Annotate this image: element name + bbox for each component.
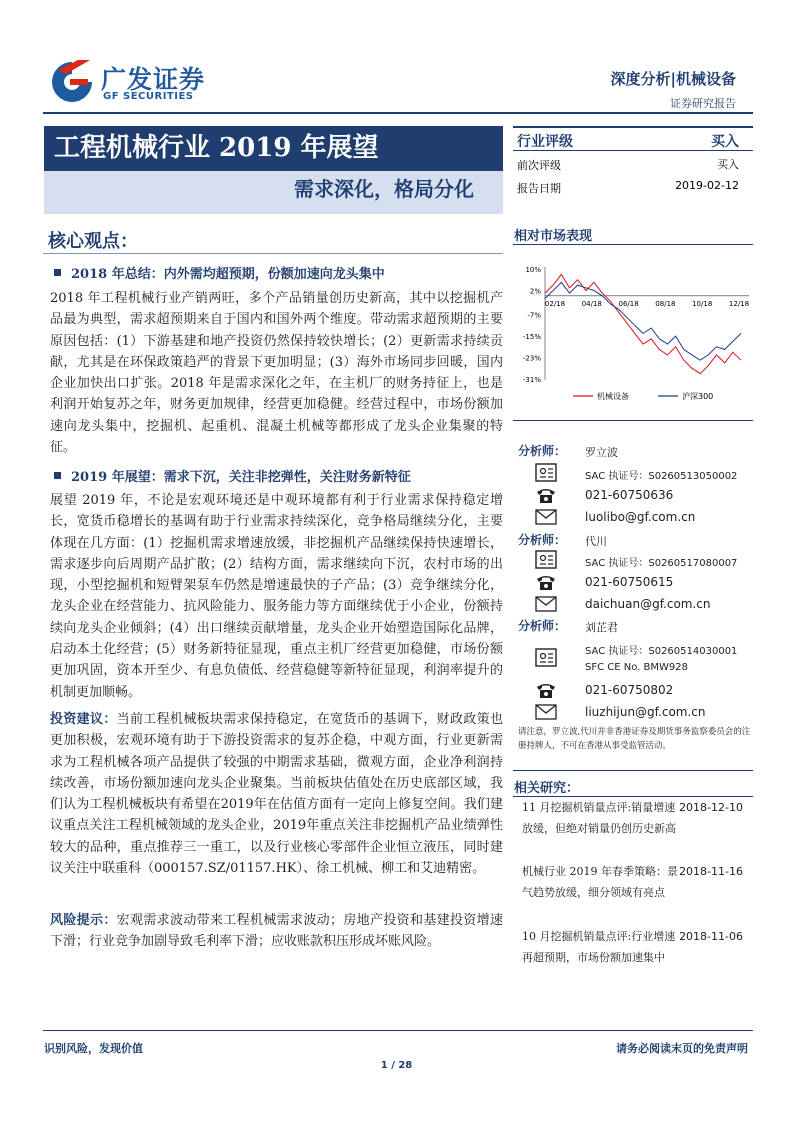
core-views-divider xyxy=(43,253,503,254)
series-line-index xyxy=(545,282,741,360)
investment-label: 投资建议： xyxy=(50,712,117,727)
email-icon xyxy=(533,701,559,723)
analyst-email-row xyxy=(533,506,753,528)
bullet-icon xyxy=(54,472,61,479)
legend-label-sector: 机械设备 xyxy=(597,392,629,401)
x-tick-label: 02/18 xyxy=(544,299,566,308)
rating-box xyxy=(513,126,753,197)
analyst-sac-row xyxy=(533,462,753,484)
rating-row-label: 报告日期 xyxy=(517,182,561,195)
header-divider xyxy=(43,112,753,114)
page-subtitle: 需求深化，格局分化 xyxy=(294,177,474,201)
x-tick-label: 08/18 xyxy=(655,299,676,308)
rating-value: 买入 xyxy=(711,134,739,150)
related-item-title[interactable]: 机械行业 2019 年春季策略：景气趋势放缓，细分领域有亮点 xyxy=(522,865,678,900)
brand-name-cn: 广发证券 xyxy=(101,65,206,94)
analyst-name: 代川 xyxy=(585,535,607,548)
related-item-title[interactable]: 11 月挖掘机销量点评:销量增速放缓，但绝对销量仍创历史新高 xyxy=(522,801,676,836)
bullet-2018-summary xyxy=(54,263,385,282)
y-tick-label: 2% xyxy=(529,287,541,296)
rating-row-previous xyxy=(513,151,753,174)
page-title: 工程机械行业 2019 年展望 xyxy=(44,126,503,171)
y-tick-label: 10% xyxy=(525,266,541,274)
investment-text: 当前工程机械板块需求保持稳定，在宽货币的基调下，财政政策也更加积极，宏观环境有助于下游投资需求的复苏企稳，中观方面，行业更新需求为工程机械各项产品提供了较强的中期需求基础，微观方面，企业净利润持续改善，市场份额加速向龙头企业聚集。当前板块估值处在历史底部区域，我们认为工程机械板块有希望在2019年在估值方面有一定向上修复空间。我们建议重点关注工程机械领域的龙头企业，2019年重点关注非挖掘机产品业绩弹性较大的品种，重点推荐三一重工，以及行业核心零部件企业恒立液压，同时建议关注中联重科（000157.SZ/01157.HK）、徐工机械、柳工和艾迪精密。 xyxy=(50,712,503,877)
chart-bottom-divider xyxy=(513,420,753,421)
y-tick-label: -31% xyxy=(522,376,541,384)
rating-row-label: 前次评级 xyxy=(517,159,561,172)
y-tick-label: -7% xyxy=(527,311,541,320)
legend-label-index: 沪深300 xyxy=(682,392,714,401)
analyst-note: 请注意，罗立波,代川并非香港证券及期货事务监察委员会的注册持牌人，不可在香港从事受监管活动。 xyxy=(518,727,751,751)
x-tick-label: 06/18 xyxy=(618,299,639,308)
analyst-phone-row xyxy=(533,484,753,506)
risk-label: 风险提示： xyxy=(50,913,117,928)
analyst-sac: SAC 执证号：S0260513050002 xyxy=(585,471,738,482)
related-top-divider xyxy=(513,770,753,771)
x-tick-label: 10/18 xyxy=(692,299,713,308)
related-item-title[interactable]: 10 月挖掘机销量点评:行业增速再超预期，市场份额加速集中 xyxy=(522,930,676,965)
market-title: 相对市场表现 xyxy=(514,229,593,244)
bullet-icon xyxy=(54,269,61,276)
analyst-sac: SAC 执证号：S0260514030001 xyxy=(585,646,738,657)
analyst-sac-row xyxy=(533,637,753,659)
analyst-email[interactable]: daichuan@gf.com.cn xyxy=(585,597,711,611)
x-tick-label: 04/18 xyxy=(581,299,602,308)
paragraph-2018-summary: 2018 年工程机械行业产销两旺，多个产品销量创历史新高，其中以挖掘机产品最为典型，需求超预期来自于国内和国外两个维度。带动需求超预期的主要原因包括：(1）下游基建和地产投资仍然保持较快增长；(2）更新需求持续贡献，尤其是在环保政策趋严的背景下更加明显；(3）海外市场同步回暖，国内企业加快出口扩张。2018 年是需求深化之年，在主机厂的财务持征上，也是利润开始复苏之年，财务更加规律，经营更加稳健。经营过程中，市场份额加速向龙头集中，挖掘机、起重机、混凝土机械等都形成了龙头企业集聚的特征。 xyxy=(50,291,503,456)
rating-row-value: 买入 xyxy=(717,158,739,171)
email-icon xyxy=(533,506,559,528)
email-icon xyxy=(533,593,559,615)
analyst-name: 刘芷君 xyxy=(585,621,618,634)
bullet-text: 2018 年总结：内外需均超预期，份额加速向龙头集中 xyxy=(71,267,385,282)
market-chart xyxy=(513,255,753,415)
footer-slogan: 识别风险，发现价值 xyxy=(44,1042,143,1055)
analyst-sfc: SFC CE No. BMW928 xyxy=(585,662,688,673)
id-card-icon xyxy=(533,549,559,571)
related-item-date: 2018-11-06 xyxy=(679,930,743,943)
report-type: 深度分析|机械设备 xyxy=(610,70,736,88)
series-line-sector xyxy=(545,274,741,373)
analyst-name: 罗立波 xyxy=(585,446,618,459)
analyst-sac: SAC 执证号：S0260517080007 xyxy=(585,558,738,569)
rating-row-value: 2019-02-12 xyxy=(675,179,739,192)
analyst-phone-row xyxy=(533,571,753,593)
related-title: 相关研究： xyxy=(514,781,580,796)
analyst-sfc-row xyxy=(533,657,753,679)
y-tick-label: -23% xyxy=(522,354,541,363)
id-card-icon xyxy=(533,462,559,484)
brand-logo xyxy=(48,58,218,104)
gf-logo-icon xyxy=(48,58,96,104)
paragraph-2019-outlook: 展望 2019 年，不论是宏观环境还是中观环境都有利于行业需求保持稳定增长，宽货币稳增长的基调有助于行业需求持续深化，竞争格局继续分化，主要体现在几方面：(1）挖掘机需求增速放缓，非挖掘机产品继续保持快速增长，需求逐步向后周期产品扩散；(2）结构方面，需求继续向下沉，农村市场的出现，小型挖掘机和短臂架泵车仍然是增速最快的子产品；(3）竞争继续分化，龙头企业在经营能力、抗风险能力、服务能力等方面继续优于小企业，份额持续向龙头企业倾斜；(4）出口继续贡献增量，龙头企业开始塑造国际化品牌，启动本土化经营；(5）财务新特征显现，重点主机厂经营更加稳健，市场份额更加巩固，资本开至少、有息负债低、经营稳健等新特征显现，利润率提升的机制更加顺畅。 xyxy=(50,493,503,700)
page-number: 1 / 28 xyxy=(380,1060,413,1071)
paragraph-investment xyxy=(50,709,503,879)
footer-disclaimer: 请务必阅读末页的免责声明 xyxy=(616,1042,748,1055)
analyst-email-row xyxy=(533,593,753,615)
related-item[interactable] xyxy=(522,861,753,904)
report-category: 证券研究报告 xyxy=(670,97,736,110)
phone-icon xyxy=(533,571,559,593)
rating-row-date xyxy=(513,174,753,197)
analyst-label: 分析师： xyxy=(518,619,567,633)
related-item-date: 2018-12-10 xyxy=(679,801,743,814)
phone-icon xyxy=(533,484,559,506)
paragraph-risk xyxy=(50,910,503,953)
analyst-phone-row xyxy=(533,679,753,701)
analyst-label: 分析师： xyxy=(518,444,567,458)
analyst-phone: 021-60750636 xyxy=(585,488,674,502)
risk-text: 宏观需求波动带来工程机械需求波动；房地产投资和基建投资增速下滑；行业竞争加剧导致毛利率下滑；应收账款积压形成坏账风险。 xyxy=(50,913,503,950)
related-item[interactable] xyxy=(522,926,753,969)
analyst-email-row xyxy=(533,701,753,723)
phone-icon xyxy=(533,679,559,701)
rating-header xyxy=(513,126,753,151)
analyst-phone: 021-60750802 xyxy=(585,683,674,697)
bullet-2019-outlook xyxy=(54,466,411,485)
bullet-text: 2019 年展望：需求下沉，关注非挖弹性，关注财务新特征 xyxy=(71,470,411,485)
brand-name-en: GF SECURITIES xyxy=(103,91,194,102)
analyst-label: 分析师： xyxy=(518,533,567,547)
footer-divider xyxy=(43,1030,753,1031)
core-views-title: 核心观点： xyxy=(48,231,138,252)
related-item[interactable] xyxy=(522,797,753,840)
analyst-email[interactable]: luolibo@gf.com.cn xyxy=(585,510,696,524)
analyst-email[interactable]: liuzhijun@gf.com.cn xyxy=(585,705,706,719)
market-divider xyxy=(513,244,753,245)
analyst-sac-row xyxy=(533,549,753,571)
rating-label: 行业评级 xyxy=(517,134,573,150)
x-tick-label: 12/18 xyxy=(728,299,750,308)
y-tick-label: -15% xyxy=(522,333,541,342)
analyst-phone: 021-60750615 xyxy=(585,575,674,589)
related-item-date: 2018-11-16 xyxy=(679,865,743,878)
